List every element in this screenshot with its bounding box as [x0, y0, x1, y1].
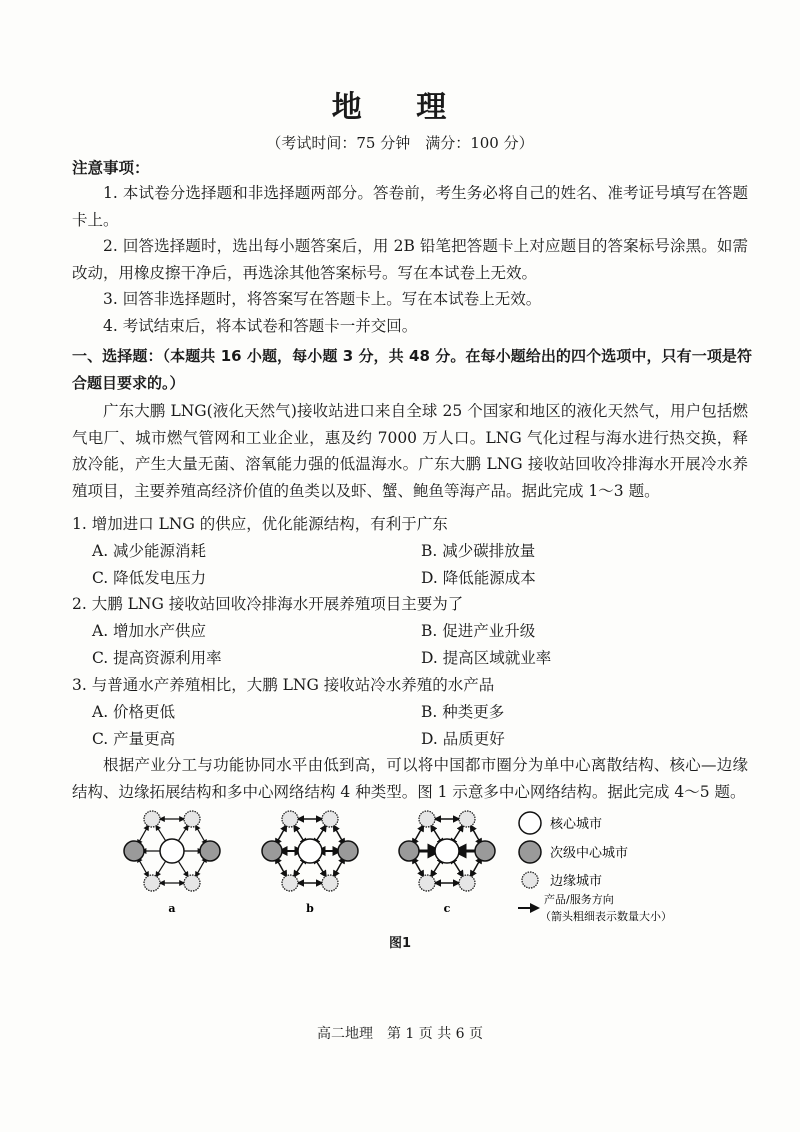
question-2-option-a[interactable]: A. 增加水产供应 [92, 622, 207, 640]
panel-c-secondary-city [475, 841, 495, 861]
notice-item-4: 4. 考试结束后，将本试卷和答题卡一并交回。 [103, 317, 418, 335]
legend-core-city-icon [519, 812, 541, 834]
question-1-option-c[interactable]: C. 降低发电压力 [92, 569, 207, 587]
question-3-option-c[interactable]: C. 产量更高 [92, 730, 176, 748]
legend-secondary-city-icon [519, 841, 541, 863]
notice-item-3: 3. 回答非选择题时，将答案写在答题卡上。写在本试卷上无效。 [103, 290, 542, 308]
exam-info: （考试时间：75 分钟 满分：100 分） [266, 134, 534, 152]
panel-b-secondary-city [338, 841, 358, 861]
panel-b-edge-city [282, 875, 298, 891]
question-2-option-c[interactable]: C. 提高资源利用率 [92, 649, 222, 667]
figure-legend [518, 812, 672, 923]
question-3-stem: 3. 与普通水产养殖相比，大鹏 LNG 接收站冷水养殖的水产品 [72, 676, 495, 694]
figure-1-diagram [110, 808, 720, 928]
panel-b-edge-city [322, 811, 338, 827]
question-2-option-b[interactable]: B. 促进产业升级 [421, 622, 536, 640]
panel-a-secondary-city [124, 841, 144, 861]
question-1-option-d[interactable]: D. 降低能源成本 [421, 569, 536, 587]
panel-b-edge-city [322, 875, 338, 891]
legend-core-label: 核心城市 [550, 817, 603, 832]
figure-caption: 图1 [388, 936, 412, 951]
notice-heading: 注意事项： [72, 159, 150, 177]
question-3-option-a[interactable]: A. 价格更低 [92, 703, 176, 721]
legend-edge-label: 边缘城市 [550, 874, 603, 889]
panel-b-edge-city [282, 811, 298, 827]
panel-c-label: c [443, 902, 451, 915]
panel-c-edge-city [419, 875, 435, 891]
notice-item-1: 1. 本试卷分选择题和非选择题两部分。答卷前，考生务必将自己的姓名、准考证号填写在答题卡上。 [72, 184, 748, 229]
passage-lng: 广东大鹏 LNG(液化天然气)接收站进口来自全球 25 个国家和地区的液化天然气，用户包括燃气电厂、城市燃气管网和工业企业，惠及约 7000 万人口。LNG 气化过程与海水进行热交换，释放冷能，产生大量无菌、溶氧能力强的低温海水。广东大鹏 LNG 接收站回收冷排海水开展冷水养殖项目，主要养殖高经济价值的鱼类以及虾、蟹、鲍鱼等海产品。据此完成 1～3 题。 [72, 402, 748, 500]
question-2-stem: 2. 大鹏 LNG 接收站回收冷排海水开展养殖项目主要为了 [72, 595, 464, 613]
panel-c-core-city [435, 839, 459, 863]
panel-b-secondary-city [262, 841, 282, 861]
question-3-option-b[interactable]: B. 种类更多 [421, 703, 505, 721]
legend-arrow-note: （箭头粗细表示数量大小） [540, 910, 672, 923]
passage-metro: 根据产业分工与功能协同水平由低到高，可以将中国都市圈分为单中心离散结构、核心—边缘结构、边缘拓展结构和多中心网络结构 4 种类型。图 1 示意多中心网络结构。据此完成 4～5 题。 [72, 756, 748, 801]
panel-b-core-city [298, 839, 322, 863]
legend-arrow-label: 产品/服务方向 [544, 893, 614, 906]
question-3-option-d[interactable]: D. 品质更好 [421, 730, 505, 748]
panel-c-edge-city [459, 875, 475, 891]
panel-a-edge-city [184, 811, 200, 827]
question-1-option-a[interactable]: A. 减少能源消耗 [92, 542, 207, 560]
question-1-stem: 1. 增加进口 LNG 的供应，优化能源结构，有利于广东 [72, 515, 448, 533]
panel-b-label: b [306, 902, 314, 915]
page-title: 地 理 [331, 90, 469, 125]
panel-a-label: a [168, 902, 176, 915]
panel-a-secondary-city [200, 841, 220, 861]
page-footer: 高二地理 第 1 页 共 6 页 [316, 1026, 484, 1042]
question-1-option-b[interactable]: B. 减少碳排放量 [421, 542, 536, 560]
panel-c-secondary-city [399, 841, 419, 861]
legend-edge-city-icon [522, 872, 538, 888]
panel-c-edge-city [459, 811, 475, 827]
legend-secondary-label: 次级中心城市 [550, 846, 629, 861]
panel-a-edge-city [144, 811, 160, 827]
panel-a-edge-city [184, 875, 200, 891]
panel-c-edge-city [419, 811, 435, 827]
section-heading: 一、选择题：（本题共 16 小题，每小题 3 分，共 48 分。在每小题给出的四个选项中，只有一项是符合题目要求的。） [72, 347, 752, 392]
notice-item-2: 2. 回答选择题时，选出每小题答案后，用 2B 铅笔把答题卡上对应题目的答案标号涂黑。如需改动，用橡皮擦干净后，再选涂其他答案标号。写在本试卷上无效。 [72, 237, 748, 282]
panel-a-core-city [160, 839, 184, 863]
panel-a-edge-city [144, 875, 160, 891]
question-2-option-d[interactable]: D. 提高区域就业率 [421, 649, 552, 667]
